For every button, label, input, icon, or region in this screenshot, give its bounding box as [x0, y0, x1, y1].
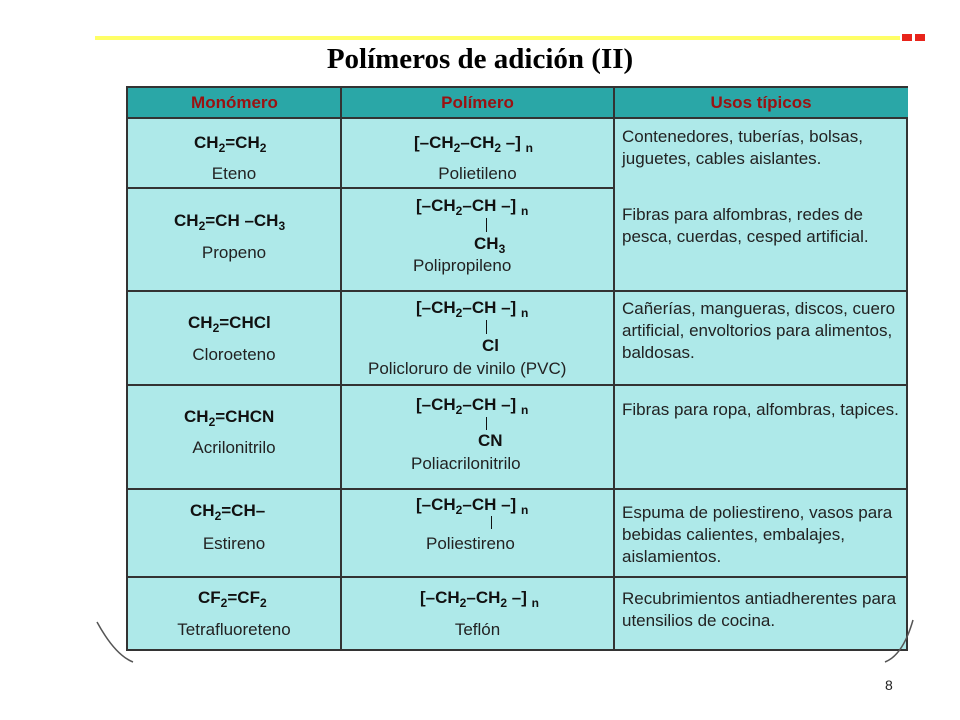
uses-text: Fibras para alfombras, redes de pesca, cuerdas, cesped artificial. [622, 205, 869, 246]
top-accent-line [95, 36, 900, 40]
monomer-name: Acrilonitrilo [192, 438, 276, 457]
row-divider [128, 187, 614, 189]
monomer-name: Propeno [201, 243, 267, 262]
polymers-table [126, 86, 908, 651]
bond-line [491, 516, 492, 529]
monomer-name: Eteno [211, 164, 257, 183]
monomer-formula: $CH_2=CH-$ [190, 501, 266, 523]
polymer-branch: Cl [482, 336, 499, 355]
polymer-name: Poliacrilonitrilo [411, 454, 521, 473]
polymer-formula: [$-CH_2-CH_2$ –] $_n$ [414, 133, 533, 155]
slide-title: Polímeros de adición (II) [326, 43, 634, 75]
polymer-name: Polietileno [438, 164, 517, 183]
bond-line [486, 417, 487, 430]
polymer-name: Policloruro de vinilo (PVC) [368, 359, 567, 378]
polymer-name: Polipropileno [413, 256, 512, 275]
monomer-name: Cloroeteno [192, 345, 276, 364]
page-number: 8 [885, 677, 893, 693]
polymer-formula: [$-CH_2-CH$ –] $_n$ [416, 395, 529, 417]
monomer-name: Tetrafluoreteno [177, 620, 291, 639]
uses-text: Cañerías, mangueras, discos, cuero artificial, envoltorios para alimentos, baldosas. [622, 299, 896, 362]
uses-text: Contenedores, tuberías, bolsas, juguetes, cables aislantes. [622, 127, 863, 168]
header-uses: Usos típicos [614, 88, 908, 119]
row-divider [128, 576, 908, 578]
polymer-formula: [$-CH_2-CH_2$ –] $_n$ [420, 588, 539, 610]
polymer-formula: [$-CH_2-CH$ –] $_n$ [416, 298, 529, 320]
uses-text: Espuma de poliestireno, vasos para bebidas calientes, embalajes, aislamientos. [622, 503, 893, 566]
polymer-name: Teflón [454, 620, 501, 639]
polymer-formula: [$-CH_2-CH$ –] $_n$ [416, 495, 529, 517]
monomer-formula: $CH_2=CHCN$ [184, 407, 275, 429]
bond-line [486, 218, 487, 232]
monomer-formula: $CH_2=CH_2$ [194, 133, 267, 155]
row-divider [128, 290, 908, 292]
polymer-branch: $CH_3$ [474, 234, 506, 256]
monomer-name: Estireno [202, 534, 266, 553]
monomer-formula: $CH_2=CHCl$ [188, 313, 271, 335]
monomer-formula: $CF_2=CF_2$ [198, 588, 267, 610]
uses-text: Recubrimientos antiadherentes para utensilios de cocina. [622, 589, 897, 630]
uses-text: Fibras para ropa, alfombras, tapices. [622, 400, 899, 419]
polymer-branch: CN [478, 431, 503, 450]
row-divider [128, 488, 908, 490]
polymer-name: Poliestireno [426, 534, 515, 553]
monomer-formula: $CH_2=CH$ $-CH_3$ [174, 211, 286, 233]
header-polymer: Polímero [341, 88, 614, 119]
header-monomer: Monómero [128, 88, 341, 119]
corner-mark-icon [902, 34, 926, 41]
row-divider [128, 384, 908, 386]
polymer-formula: [$-CH_2-CH$ –] $_n$ [416, 196, 529, 218]
bond-line [486, 320, 487, 334]
